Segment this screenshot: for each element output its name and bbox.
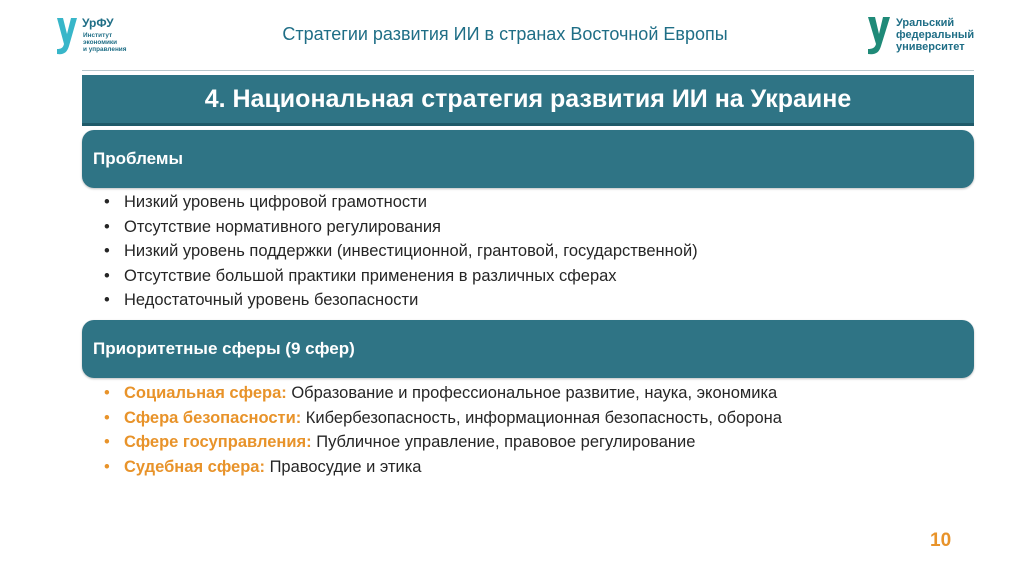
logo-right [866, 14, 996, 58]
bullet-icon: • [104, 457, 110, 476]
list-item: • Судебная сфера: Правосудие и этика [104, 455, 782, 480]
section-problems-heading: Проблемы [82, 130, 974, 188]
section-priorities-heading: Приоритетные сферы (9 сфер) [82, 320, 974, 378]
list-item: • Отсутствие большой практики применения в различных сферах [104, 264, 698, 289]
list-item: • Сфере госуправления: Публичное управление, правовое регулирование [104, 430, 782, 455]
university-logo-icon [866, 15, 892, 57]
logo-left-name: УрФУ [82, 16, 114, 30]
bullet-icon: • [104, 384, 110, 402]
page-number: 10 [930, 530, 952, 551]
logo-left-subtitle: Институт экономики и управления [83, 32, 127, 53]
urfu-logo-icon [54, 16, 80, 56]
bullet-icon: • [104, 242, 110, 260]
logo-left [54, 14, 144, 58]
problems-list [104, 190, 698, 313]
list-item: • Социальная сфера: Образование и профессиональное развитие, наука, экономика [104, 381, 782, 406]
list-item: • Отсутствие нормативного регулирования [104, 215, 698, 240]
bullet-icon: • [104, 217, 110, 236]
list-item: • Недостаточный уровень безопасности [104, 288, 698, 313]
header-divider [82, 70, 974, 71]
list-item: • Низкий уровень цифровой грамотности [104, 190, 698, 215]
bullet-icon: • [104, 193, 110, 211]
bullet-icon: • [104, 291, 110, 309]
header-title: Стратегии развития ИИ в странах Восточной Европы [282, 24, 728, 44]
list-item: • Сфера безопасности: Кибербезопасность, информационная безопасность, оборона [104, 406, 782, 431]
bullet-icon: • [104, 266, 110, 285]
slide-title: 4. Национальная стратегия развития ИИ на Украине [82, 75, 974, 126]
priorities-list [104, 381, 782, 479]
list-item: • Низкий уровень поддержки (инвестиционной, грантовой, государственной) [104, 239, 698, 264]
logo-right-text: Уральский федеральный университет [896, 17, 975, 53]
bullet-icon: • [104, 433, 110, 451]
bullet-icon: • [104, 408, 110, 427]
